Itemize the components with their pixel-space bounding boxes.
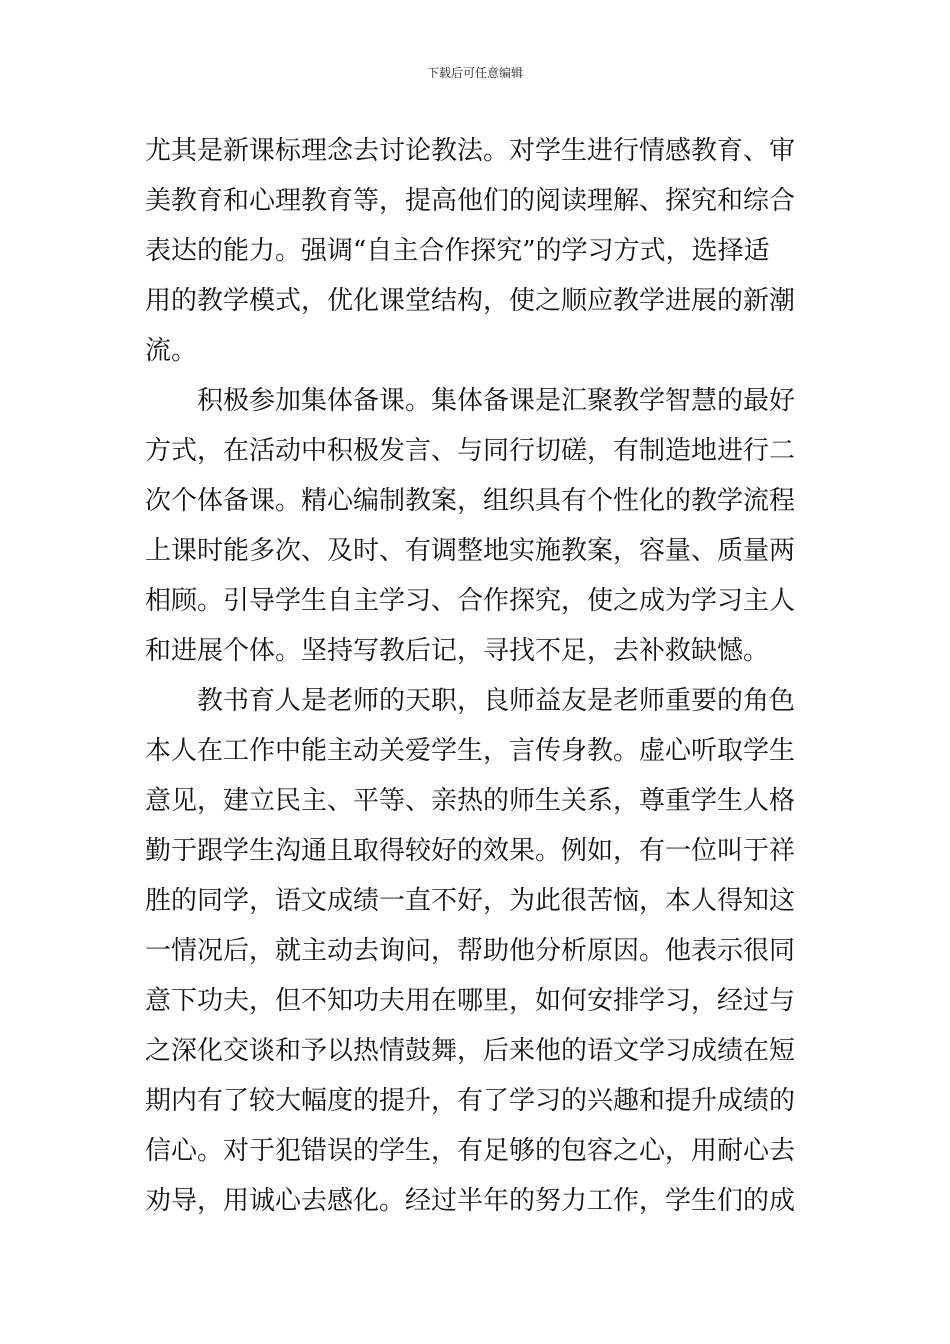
text-line: 之深化交谈和予以热情鼓舞，后来他的语文学习成绩在短 bbox=[145, 1036, 796, 1066]
text-line: 次个体备课。精心编制教案，组织具有个性化的教学流程 bbox=[145, 486, 796, 516]
text-line: 尤其是新课标理念去讨论教法。对学生进行情感教育、审 bbox=[145, 136, 796, 166]
paragraph-2 bbox=[145, 376, 811, 676]
text-line: 美教育和心理教育等，提高他们的阅读理解、探究和综合 bbox=[145, 186, 796, 216]
text-line: 积极参加集体备课。集体备课是汇聚教学智慧的最好 bbox=[197, 386, 796, 416]
text-line: 意见，建立民主、平等、亲热的师生关系，尊重学生人格 bbox=[145, 786, 796, 816]
text-line: 用的教学模式，优化课堂结构，使之顺应教学进展的新潮 bbox=[145, 286, 796, 316]
text-line: 上课时能多次、及时、有调整地实施教案，容量、质量两 bbox=[145, 536, 796, 566]
text-line: 相顾。引导学生自主学习、合作探究，使之成为学习主人 bbox=[145, 586, 796, 616]
text-line: 方式，在活动中积极发言、与同行切磋，有制造地进行二 bbox=[145, 436, 796, 466]
text-line: 和进展个体。坚持写教后记，寻找不足，去补救缺憾。 bbox=[145, 636, 770, 666]
paragraph-3 bbox=[145, 676, 811, 1226]
paragraph-1 bbox=[145, 126, 811, 376]
text-line: 本人在工作中能主动关爱学生，言传身教。虚心听取学生 bbox=[145, 736, 796, 766]
text-line: 胜的同学，语文成绩一直不好，为此很苦恼，本人得知这 bbox=[145, 886, 796, 916]
text-line: 一情况后，就主动去询问，帮助他分析原因。他表示很同 bbox=[145, 936, 796, 966]
page-header: 下载后可任意编辑 bbox=[426, 66, 523, 80]
text-line: 勤于跟学生沟通且取得较好的效果。例如，有一位叫于祥 bbox=[145, 836, 796, 866]
text-line: 表达的能力。强调“自主合作探究”的学习方式，选择适 bbox=[145, 236, 770, 266]
text-line: 信心。对于犯错误的学生，有足够的包容之心，用耐心去 bbox=[145, 1136, 796, 1166]
text-line: 期内有了较大幅度的提升，有了学习的兴趣和提升成绩的 bbox=[145, 1086, 796, 1116]
text-line: 流。 bbox=[145, 336, 198, 366]
text-line: 教书育人是老师的天职，良师益友是老师重要的角色 bbox=[197, 686, 796, 716]
text-line: 意下功夫，但不知功夫用在哪里，如何安排学习，经过与 bbox=[145, 986, 796, 1016]
text-line: 劝导，用诚心去感化。经过半年的努力工作，学生们的成 bbox=[145, 1186, 796, 1216]
document-body bbox=[145, 126, 811, 1226]
